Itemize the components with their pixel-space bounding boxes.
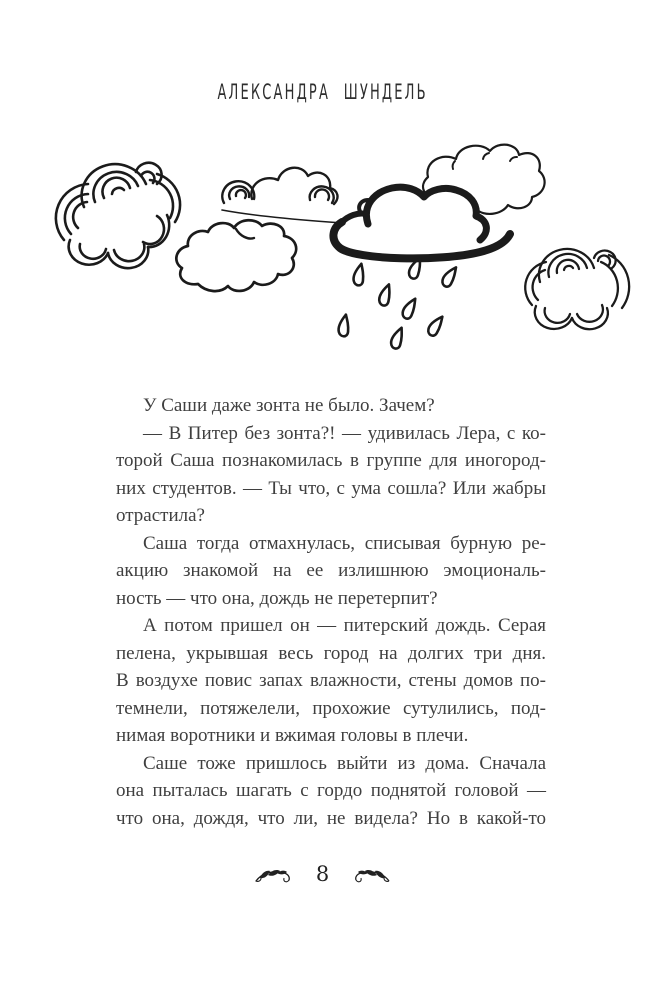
text-line: — В Питер без зонта?! — удивилась Лера, с ко-: [143, 422, 546, 444]
page-footer: [0, 864, 645, 887]
text-line: ность — что она, дождь не перетерпит?: [116, 587, 438, 609]
text-line: темнели, потяжелели, прохожие сутулились, под-: [116, 697, 546, 719]
flourish-left-icon: [254, 867, 292, 885]
scribble-cloud-right: [525, 249, 629, 329]
text-line: У Саши даже зонта не было. Зачем?: [143, 395, 435, 416]
text-line: акцию знакомой на ее излишнюю эмоциональ-: [116, 560, 546, 581]
text-line: А потом пришел он — питерский дождь. Серая: [143, 615, 546, 636]
flourish-right-icon: [353, 867, 391, 885]
bumpy-cloud-lower-left: [176, 220, 296, 291]
raindrops: [335, 258, 456, 349]
text-line: В воздухе повис запах влажности, стены домов по-: [116, 670, 546, 691]
page-number: 8: [315, 862, 330, 886]
text-line: торой Саша познакомилась в группе для иногород-: [116, 450, 546, 471]
text-line: что она, дождя, что ли, не видела? Но в какой-то: [116, 807, 546, 829]
text-line: отрастила?: [116, 505, 205, 526]
text-line: пелена, укрывшая весь город на долгих три дня.: [116, 642, 546, 664]
text-line: она пыталась шагать с гордо поднятой головой —: [116, 780, 546, 801]
text-line: нимая воротники и вжимая головы в плечи.: [116, 725, 469, 746]
body-text: [116, 392, 546, 832]
scribble-cloud-left: [56, 163, 180, 268]
author-name: АЛЕКСАНДРА ШУНДЕЛЬ: [217, 80, 428, 104]
text-line: Саше тоже пришлось выйти из дома. Сначала: [143, 752, 546, 774]
text-line: них студентов. — Ты что, с ума сошла? Или жабры: [116, 477, 546, 499]
clouds-illustration: [0, 0, 645, 380]
text-line: Саша тогда отмахнулась, списывая бурную ре-: [143, 532, 546, 554]
